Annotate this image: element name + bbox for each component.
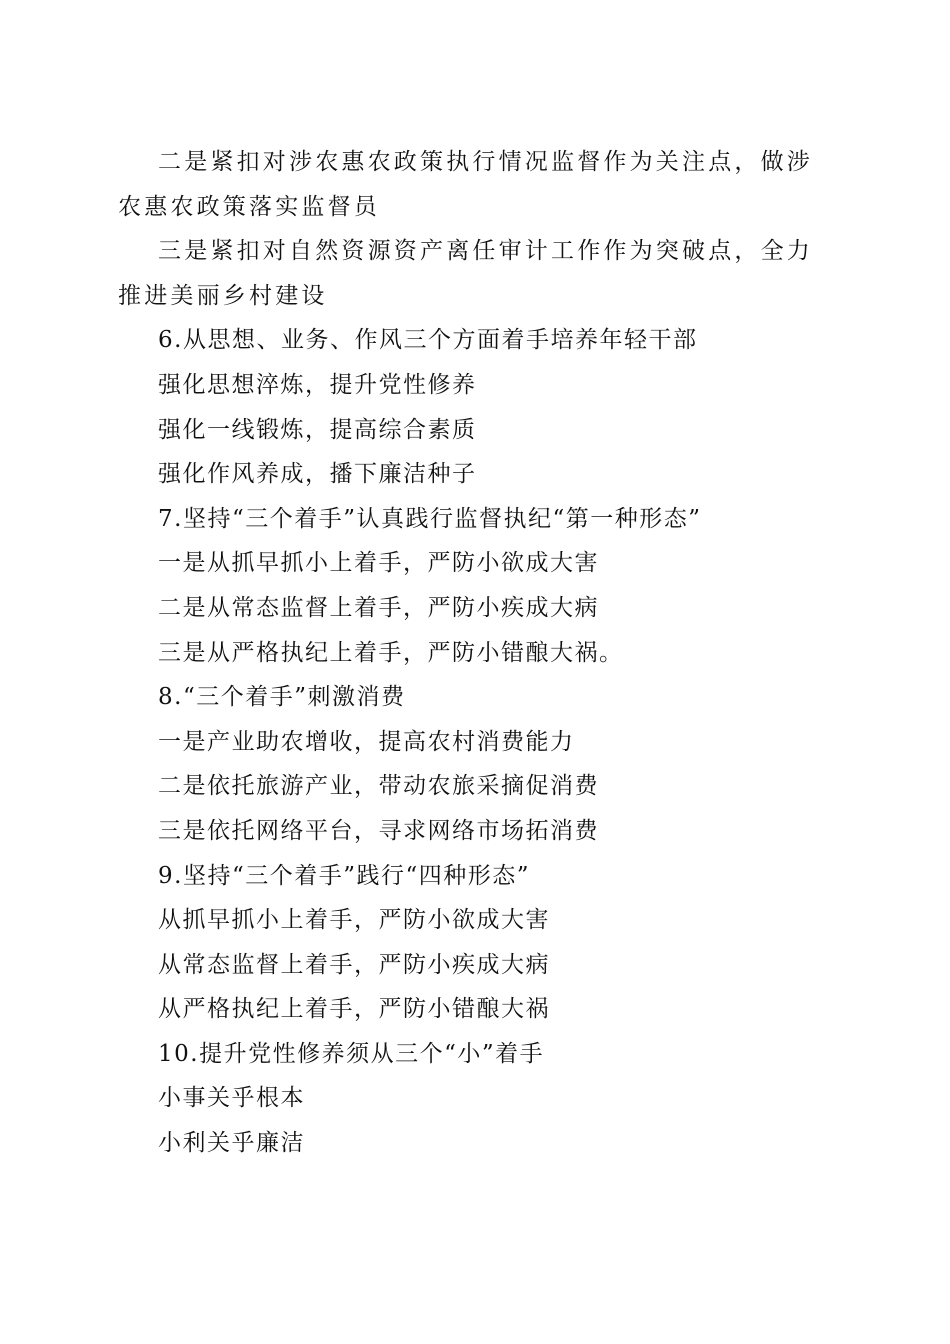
paragraph: 小事关乎根本 (158, 1085, 305, 1112)
paragraph: 三是从严格执纪上着手，严防小错酿大祸。 (158, 639, 624, 666)
paragraph: 从严格执纪上着手，严防小错酿大祸 (158, 996, 550, 1023)
heading-item-8: 8.“三个着手”刺激消费 (158, 684, 406, 711)
paragraph: 一是从抓早抓小上着手，严防小欲成大害 (158, 550, 599, 577)
heading-item-9: 9.坚持“三个着手”践行“四种形态” (158, 862, 530, 889)
paragraph: 一是产业助农增收，提高农村消费能力 (158, 728, 575, 755)
paragraph: 从常态监督上着手，严防小疾成大病 (158, 951, 550, 978)
paragraph: 小利关乎廉洁 (158, 1130, 305, 1157)
paragraph: 二是从常态监督上着手，严防小疾成大病 (158, 594, 599, 621)
paragraph: 强化作风养成，播下廉洁种子 (158, 461, 477, 488)
paragraph: 二是紧扣对涉农惠农政策执行情况监督作为关注点，做涉农惠农政策落实监督员 (118, 149, 813, 220)
paragraph: 强化思想淬炼，提升党性修养 (158, 371, 477, 398)
heading-item-10: 10.提升党性修养须从三个“小”着手 (158, 1040, 545, 1067)
paragraph: 从抓早抓小上着手，严防小欲成大害 (158, 907, 550, 934)
paragraph: 强化一线锻炼，提高综合素质 (158, 416, 477, 443)
document-body (118, 140, 826, 1166)
paragraph: 二是依托旅游产业，带动农旅采摘促消费 (158, 773, 599, 800)
paragraph: 三是依托网络平台，寻求网络市场拓消费 (158, 817, 599, 844)
paragraph: 三是紧扣对自然资源资产离任审计工作作为突破点，全力推进美丽乡村建设 (118, 238, 813, 309)
heading-item-7: 7.坚持“三个着手”认真践行监督执纪“第一种形态” (158, 505, 702, 532)
heading-item-6: 6.从思想、业务、作风三个方面着手培养年轻干部 (158, 327, 698, 354)
